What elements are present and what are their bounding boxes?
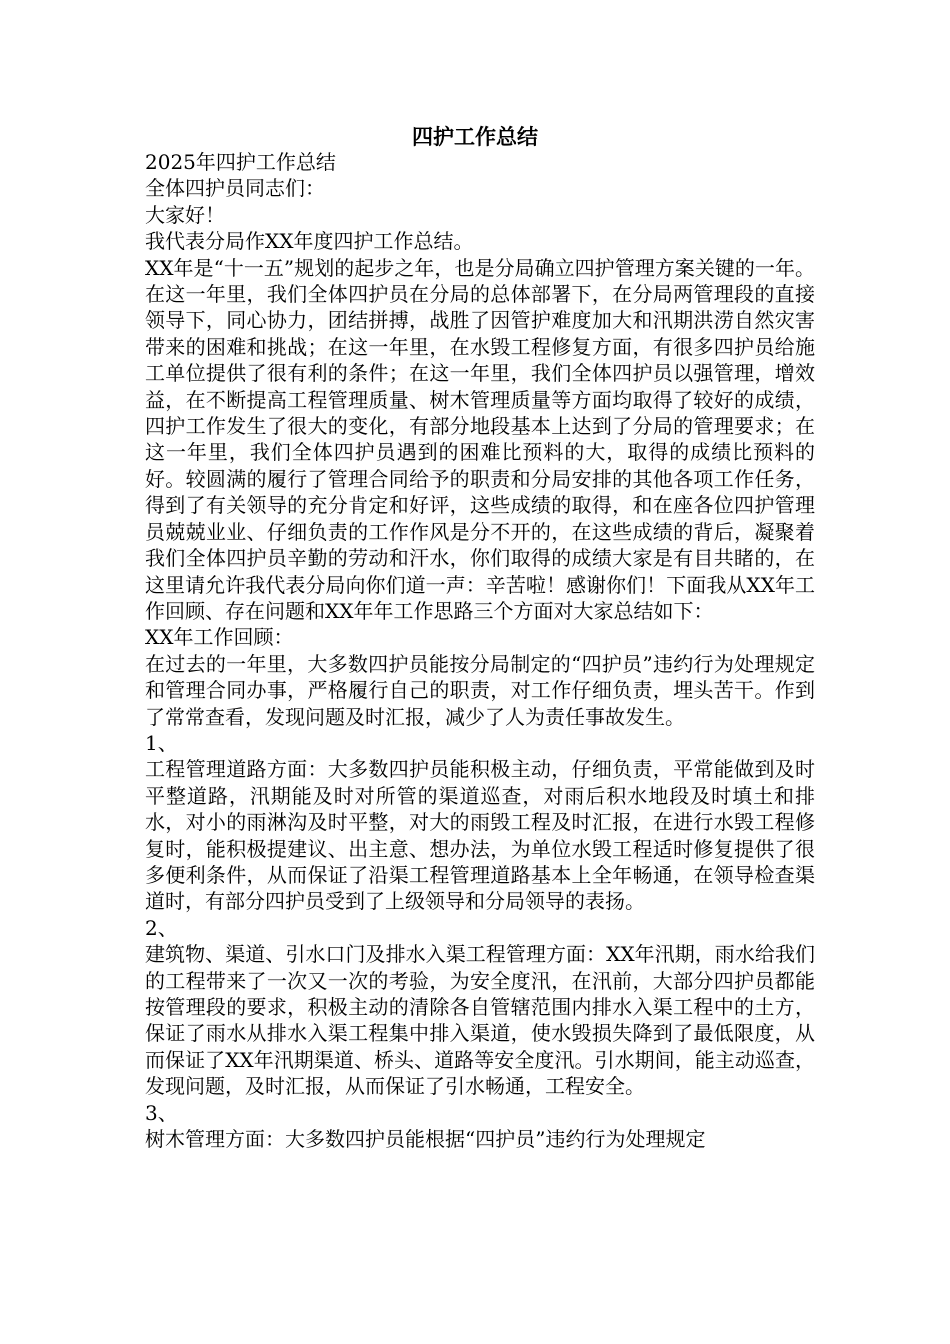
paragraph-greeting: 大家好！ — [145, 202, 225, 227]
paragraph-structures: 建筑物、渠道、引水口门及排水入渠工程管理方面：XX年汛期，雨水给我们的工程带来了一次又一次的考验，为安全度汛，在汛前，大部分四护员都能按管理段的要求，积极主动的清除各自管辖范围内排水入渠工程中的土方，保证了雨水从排水入渠工程集中排入渠道，使水毁损失降到了最低限度，从而保证了XX年汛期渠道、桥头、道路等安全度汛。引水期间，能主动巡查，发现问题，及时汇报，从而保证了引水畅通，工程安全。 — [145, 942, 815, 1099]
paragraph-review: 在过去的一年里，大多数四护员能按分局制定的“四护员”违约行为处理规定和管理合同办事，严格履行自己的职责，对工作仔细负责，埋头苦干。作到了常常查看，发现问题及时汇报，减少了人为责任事故发生。 — [145, 651, 815, 729]
document-body — [145, 149, 815, 1152]
paragraph-intro: 我代表分局作XX年度四护工作总结。 — [145, 229, 474, 254]
paragraph-review-heading: XX年工作回顾： — [145, 625, 294, 650]
paragraph-roads: 工程管理道路方面：大多数四护员能积极主动，仔细负责，平常能做到及时平整道路，汛期能及时对所管的渠道巡查，对雨后积水地段及时填土和排水，对小的雨淋沟及时平整，对大的雨毁工程及时汇报，在进行水毁工程修复时，能积极提建议、出主意、想办法，为单位水毁工程适时修复提供了很多便利条件，从而保证了沿渠工程管理道路基本上全年畅通，在领导检查渠道时，有部分四护员受到了上级领导和分局领导的表扬。 — [145, 757, 815, 914]
paragraph-item-number-3: 3、 — [145, 1100, 178, 1125]
paragraph-item-number-1: 1、 — [145, 730, 178, 755]
paragraph-trees: 树木管理方面：大多数四护员能根据“四护员”违约行为处理规定 — [145, 1127, 706, 1152]
document-title: 四护工作总结 — [412, 124, 538, 149]
paragraph-item-number-2: 2、 — [145, 915, 178, 940]
paragraph-year-title: 2025年四护工作总结 — [145, 150, 336, 174]
paragraph-salutation: 全体四护员同志们： — [145, 176, 325, 201]
paragraph-overview: XX年是“十一五”规划的起步之年，也是分局确立四护管理方案关键的一年。在这一年里，我们全体四护员在分局的总体部署下，在分局两管理段的直接领导下，同心协力，团结拼搏，战胜了因管护难度加大和汛期洪涝自然灾害带来的困难和挑战；在这一年里，在水毁工程修复方面，有很多四护员给施工单位提供了很有利的条件；在这一年里，我们全体四护员以强管理，增效益，在不断提高工程管理质量、树木管理质量等方面均取得了较好的成绩，四护工作发生了很大的变化，有部分地段基本上达到了分局的管理要求；在这一年里，我们全体四护员遇到的困难比预料的大，取得的成绩比预料的好。较圆满的履行了管理合同给予的职责和分局安排的其他各项工作任务，得到了有关领导的充分肯定和好评，这些成绩的取得，和在座各位四护管理员兢兢业业、仔细负责的工作作风是分不开的，在这些成绩的背后，凝聚着我们全体四护员辛勤的劳动和汗水，你们取得的成绩大家是有目共睹的，在这里请允许我代表分局向你们道一声：辛苦啦！感谢你们！下面我从XX年工作回顾、存在问题和XX年年工作思路三个方面对大家总结如下： — [145, 255, 815, 623]
